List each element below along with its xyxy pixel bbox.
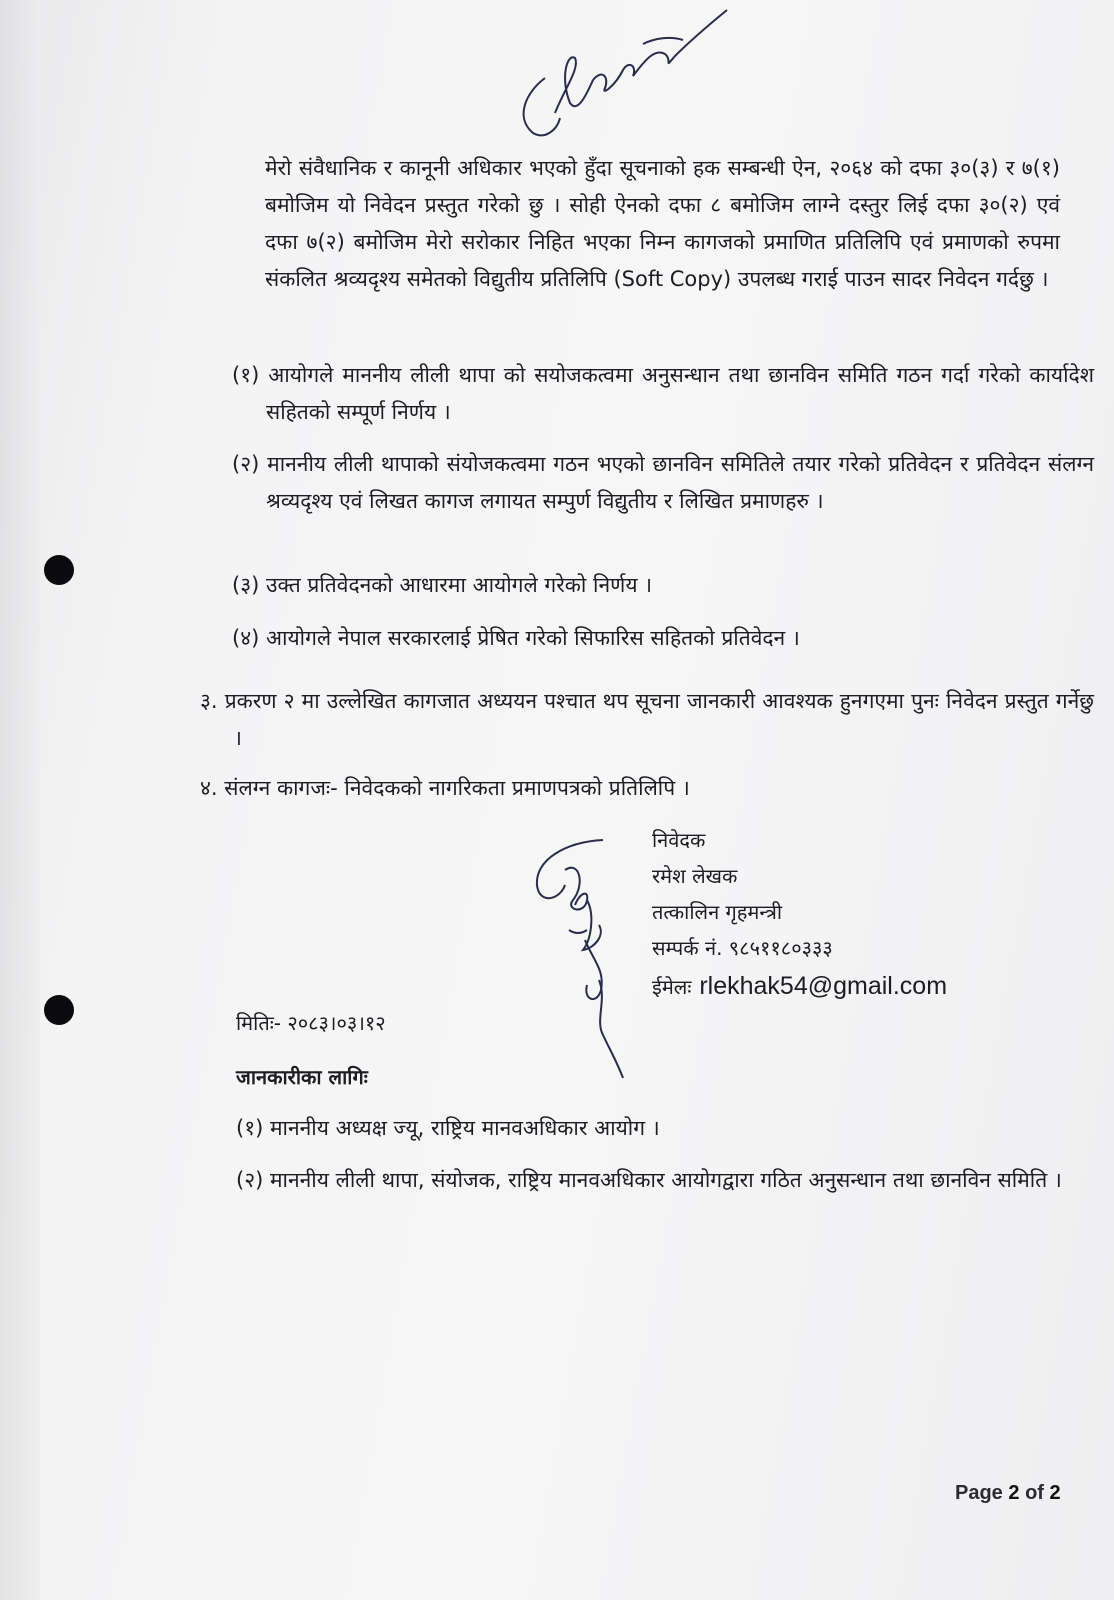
punch-hole-bottom [44, 995, 74, 1025]
recipient-number: (१) [236, 1116, 264, 1140]
section-4 [200, 770, 690, 807]
section-text: संलग्न कागजः- निवेदकको नागरिकता प्रमाणपत्रको प्रतिलिपि । [224, 776, 690, 800]
request-number: (३) [232, 573, 260, 597]
request-text: उक्त प्रतिवेदनको आधारमा आयोगले गरेको निर्णय । [266, 573, 653, 597]
page-number-footer [955, 1482, 1061, 1505]
request-text: आयोगले नेपाल सरकारलाई प्रेषित गरेको सिफारिस सहितको प्रतिवेदन । [266, 626, 800, 650]
applicant-contact: सम्पर्क नं. ९८५११८०३३३ [652, 936, 833, 960]
applicant-role: निवेदक [652, 828, 706, 852]
intro-paragraph: मेरो संवैधानिक र कानूनी अधिकार भएको हुँदा सूचनाको हक सम्बन्धी ऐन, २०६४ को दफा ३०(३) र ७(१) बमोजिम यो निवेदन प्रस्तुत गरेको छु । सोही ऐनको दफा ८ बमोजिम लाग्ने दस्तुर लिई दफा ३०(२) एवं दफा ७(२) बमोजिम मेरो सरोकार निहित भएका निम्न कागजको प्रमाणित प्रतिलिपि एवं प्रमाणको रुपमा संकलित श्रव्यदृश्य समेतको विद्युतीय प्रतिलिपि (Soft Copy) उपलब्ध गराई पाउन सादर निवेदन गर्दछु । [265, 156, 1060, 291]
paper-fold-shadow [0, 0, 40, 1600]
recipient-item-1 [236, 1110, 660, 1147]
applicant-block [652, 822, 947, 1007]
applicant-name: रमेश लेखक [652, 864, 738, 888]
request-number: (४) [232, 626, 260, 650]
request-text: माननीय लीली थापाको संयोजकत्वमा गठन भएको छानविन समितिले तयार गरेको प्रतिवेदन र प्रतिवेदन संलग्न श्रव्यदृश्य एवं लिखत कागज लगायत सम्पुर्ण विद्युतीय र लिखित प्रमाणहरु । [266, 452, 1094, 513]
section-number: ४. [200, 776, 218, 800]
request-item-4 [232, 620, 800, 657]
recipient-item-2 [236, 1162, 1085, 1199]
page-current: 2 [1008, 1482, 1020, 1504]
email-label: ईमेलः [652, 975, 692, 999]
request-text: आयोगले माननीय लीली थापा को सयोजकत्वमा अनुसन्धान तथा छानविन समिति गठन गर्दा गरेको कार्यादेश सहितको सम्पूर्ण निर्णय । [266, 363, 1094, 424]
request-item-2 [232, 446, 1094, 520]
email-address: rlekhak54@gmail.com [699, 972, 948, 1000]
section-text: प्रकरण २ मा उल्लेखित कागजात अध्ययन पश्चात थप सूचना जानकारी आवश्यक हुनगएमा पुनः निवेदन प्रस्तुत गर्नेछु । [224, 689, 1094, 750]
recipient-number: (२) [236, 1168, 264, 1192]
section-3 [200, 683, 1094, 757]
top-signature-scribble [505, 8, 730, 143]
request-number: (२) [232, 452, 260, 476]
punch-hole-top [44, 555, 74, 585]
applicant-email-row [652, 966, 947, 1007]
of-word: of [1025, 1482, 1044, 1504]
section-number: ३. [200, 689, 218, 713]
recipient-text: माननीय अध्यक्ष ज्यू, राष्ट्रिय मानवअधिकार आयोग । [270, 1116, 660, 1140]
applicant-title: तत्कालिन गृहमन्त्री [652, 900, 783, 924]
recipient-text: माननीय लीली थापा, संयोजक, राष्ट्रिय मानवअधिकार आयोगद्वारा गठित अनुसन्धान तथा छानविन समिति । [270, 1168, 1062, 1192]
page-total: 2 [1049, 1482, 1061, 1504]
request-number: (१) [232, 363, 260, 387]
page-word: Page [955, 1482, 1003, 1504]
info-heading: जानकारीका लागिः [236, 1065, 368, 1089]
request-item-3 [232, 567, 652, 604]
letter-date: मितिः- २०८३।०३।१२ [236, 1011, 386, 1035]
request-item-1 [232, 357, 1094, 431]
applicant-signature-scribble [525, 830, 645, 1080]
